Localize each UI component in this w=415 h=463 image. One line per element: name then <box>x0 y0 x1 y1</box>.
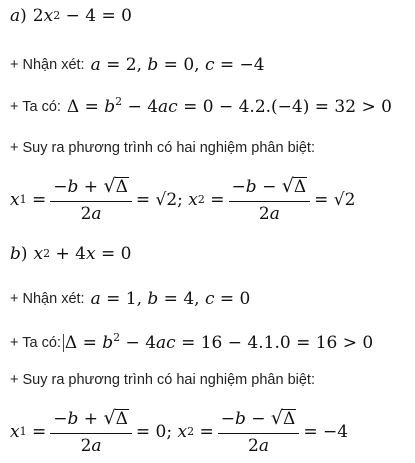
part-a-root1-fraction: −b + √ Δ 2a <box>50 175 132 225</box>
part-a-conclusion: + Suy ra phương trình có hai nghiệm phân biệt: <box>10 140 315 156</box>
part-b-calc <box>10 333 373 353</box>
part-a-roots: x 1 = −b + √ Δ 2a = √2 ; x 2 = −b − √ Δ 2a = √2 <box>10 175 356 224</box>
text-cursor <box>63 334 64 352</box>
part-b-root1-result: 0 <box>155 422 167 442</box>
part-a-root2-result: √2 <box>333 190 356 210</box>
part-b-heading: b ) x 2 + 4 x = 0 <box>10 244 132 264</box>
part-b-conclusion: + Suy ra phương trình có hai nghiệm phân biệt: <box>10 372 315 388</box>
part-a-calc-math: $\Delta = b^2 - 4ac = 0 - 4.2.(-4) = 32 > 0$ <box>66 95 392 117</box>
part-a-calc <box>10 97 392 117</box>
part-b-root2-result: −4 <box>322 422 349 442</box>
part-b-remark-label: + Nhận xét: <box>10 291 85 307</box>
part-a-root2-fraction: −b − √ Δ 2a <box>229 175 311 225</box>
part-a-calc-label: + Ta có: <box>10 99 61 115</box>
part-b-remark-math: a = 1, b = 4, c = 0 <box>90 289 251 309</box>
part-a-remark-label: + Nhận xét: <box>10 57 85 73</box>
part-b-root1-fraction: −b + √ Δ 2a <box>50 407 132 457</box>
part-b-roots: x 1 = −b + √ Δ 2a = 0 ; x 2 = −b − √ Δ 2a = −4 <box>10 407 349 456</box>
part-b-calc-label: + Ta có: <box>10 335 61 351</box>
part-b-root2-fraction: −b − √ Δ 2a <box>218 407 300 457</box>
part-a-root1-result: √2 <box>155 190 178 210</box>
part-a-remark <box>10 55 265 75</box>
part-a-remark-math: a = 2, b = 0, c = −4 <box>90 55 265 75</box>
part-b-remark <box>10 289 250 309</box>
part-b-calc-math: $\Delta = b^2 - 4ac = 16 - 4.1.0 = 16 > 0$ <box>64 331 374 353</box>
part-a-heading: a ) 2 x 2 − 4 = 0 <box>10 6 132 26</box>
